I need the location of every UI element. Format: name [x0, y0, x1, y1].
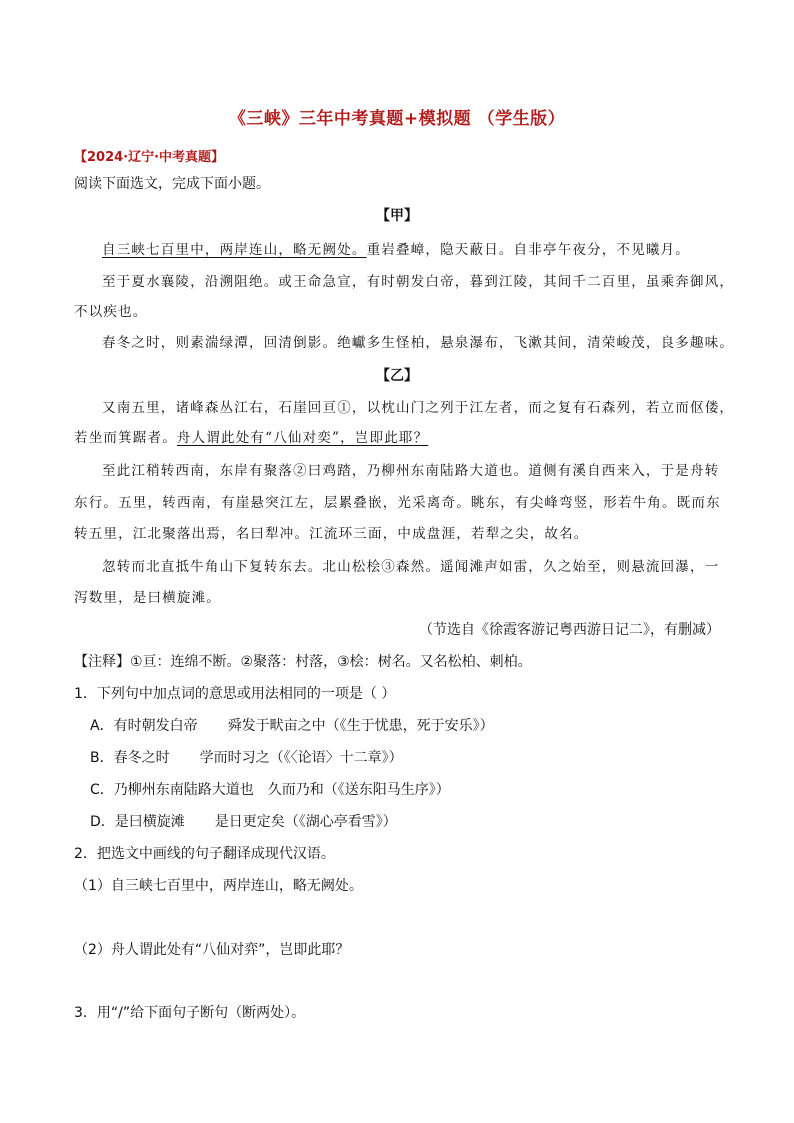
option-label: A．	[90, 718, 114, 734]
passage-yi-paragraph-1-line-2	[74, 428, 428, 448]
passage-yi-paragraph-3-line-1: 忽转而北直抵牛角山下复转东去。北山松桧③森然。遥闻滩声如雷，久之始至，则悬流回瀑，一	[102, 559, 720, 575]
option-text-left: 春冬之时	[113, 750, 170, 766]
question-2-item-2: （2）舟人谓此处有“八仙对弈”，岂即此耶？	[74, 942, 350, 958]
passage-jia-paragraph-1	[102, 240, 690, 260]
question-1-option-a[interactable]	[90, 716, 494, 736]
passage-yi-paragraph-3-line-2: 泻数里，是曰横旋滩。	[74, 590, 221, 606]
passage-yi-p1-pre: 若坐而箕踞者。	[74, 430, 177, 446]
passage-source: （节选自《徐霞客游记粤西游日记二》，有删减）	[419, 622, 720, 638]
underlined-sentence-2: 舟人谓此处有“八仙对奕”，岂即此耶？	[176, 430, 429, 446]
document-title: 《三峡》三年中考真题+模拟题 （学生版）	[228, 109, 566, 129]
option-label: B．	[90, 750, 114, 766]
exam-source-tag: 【2024·辽宁·中考真题】	[74, 150, 225, 165]
annotation-notes: 【注释】①亘：连绵不断。②聚落：村落，③桧：树名。又名松柏、刺柏。	[74, 654, 532, 670]
question-3-stem: 3．用“/”给下面句子断句（断两处）。	[74, 1005, 306, 1021]
question-1-option-c[interactable]	[90, 780, 450, 800]
question-2-item-1: （1）自三峡七百里中，两岸连山，略无阙处。	[74, 878, 363, 894]
option-text-left: 乃柳州东南陆路大道也	[113, 782, 254, 798]
passage-yi-paragraph-2-line-3: 转五里，江北聚落出焉，名曰犁冲。江流环三面，中成盘涯，若犁之尖，故名。	[74, 526, 589, 542]
option-text-left: 有时朝发白帝	[113, 718, 198, 734]
passage-jia-p1-rest: 重岩叠嶂，隐天蔽日。自非亭午夜分，不见曦月。	[366, 242, 691, 258]
option-text-right: 舜发于畎亩之中（《生于忧患，死于安乐》）	[227, 718, 494, 734]
option-text-right: 是日更定矣（《湖心亭看雪》）	[214, 814, 397, 830]
option-text-right: 学而时习之（《〈论语〉十二章》）	[199, 750, 403, 766]
option-text-right: 久而乃和（《送东阳马生序》）	[267, 782, 450, 798]
passage-jia-heading: 【甲】	[376, 208, 418, 224]
question-1-stem: 1．下列句中加点词的意思或用法相同的一项是（ ）	[74, 686, 396, 702]
passage-yi-paragraph-1-line-1: 又南五里，诸峰森丛江右，石崖回亘①，以枕山门之列于江左者，而之复有石森列，若立而伛偻，	[102, 400, 735, 416]
underlined-sentence-1: 自三峡七百里中，两岸连山，略无阙处。	[102, 242, 367, 258]
passage-jia-paragraph-2-line-1: 至于夏水襄陵，沿溯阻绝。或王命急宣，有时朝发白帝，暮到江陵，其间千二百里，虽乘奔御风，	[102, 274, 735, 290]
question-1-option-d[interactable]	[90, 812, 397, 832]
passage-jia-paragraph-2-line-2: 不以疾也。	[74, 304, 148, 320]
passage-yi-paragraph-2-line-2: 东行。五里，转西南，有崖悬突江左，层累叠嵌，光采离奇。眺东，有尖峰弯竖，形若牛角。既而东	[74, 495, 721, 511]
option-text-left: 是曰横旋滩	[114, 814, 185, 830]
passage-jia-paragraph-3: 春冬之时，则素湍绿潭，回清倒影。绝巘多生怪柏，悬泉瀑布，飞漱其间，清荣峻茂，良多趣味。	[102, 335, 735, 351]
passage-yi-paragraph-2-line-1: 至此江稍转西南，东岸有聚落②曰鸡踏，乃柳州东南陆路大道也。道侧有溪自西来入，于是舟转	[102, 463, 720, 479]
passage-yi-heading: 【乙】	[376, 368, 418, 384]
question-2-stem: 2．把选文中画线的句子翻译成现代汉语。	[74, 846, 335, 862]
option-label: D．	[90, 814, 115, 830]
option-label: C．	[90, 782, 114, 798]
question-1-option-b[interactable]	[90, 748, 403, 768]
instruction: 阅读下面选文，完成下面小题。	[74, 176, 270, 192]
